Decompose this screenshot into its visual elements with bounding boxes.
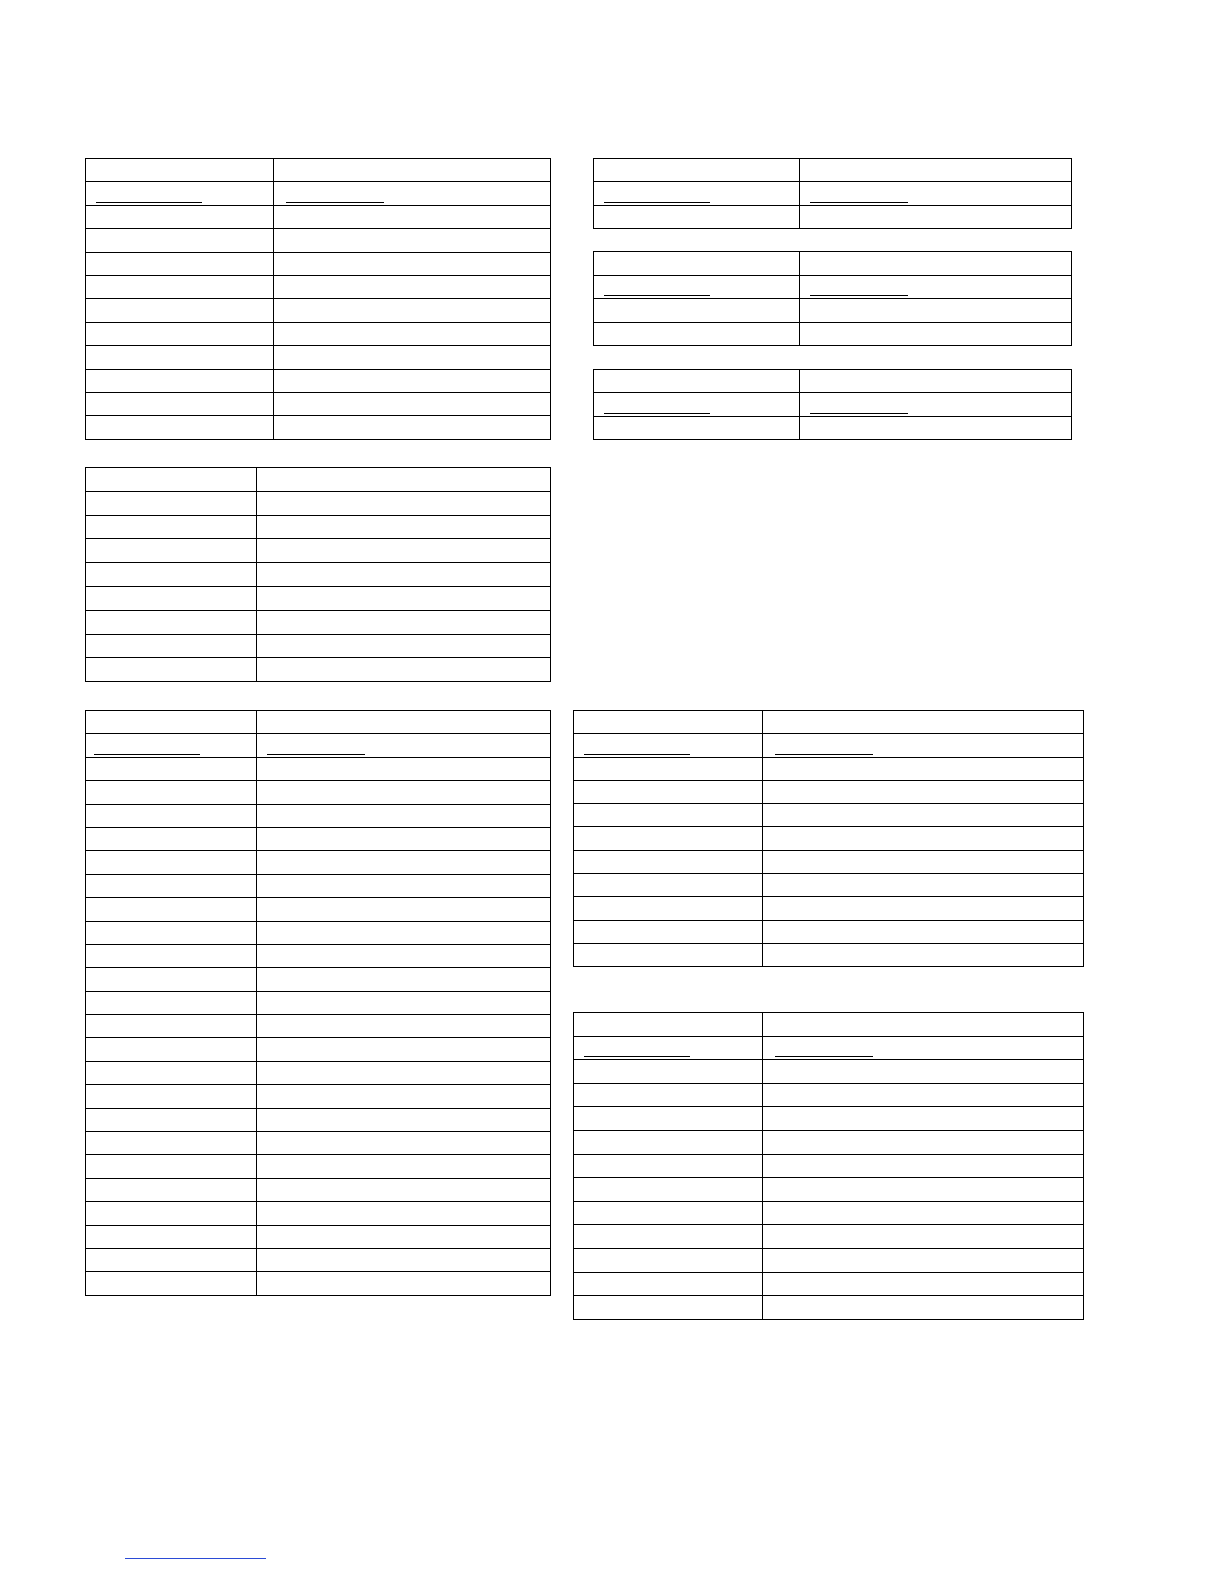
value-cell[interactable] — [763, 1083, 1084, 1107]
value-cell[interactable] — [274, 416, 551, 439]
value-cell[interactable] — [763, 757, 1084, 780]
table-row — [86, 610, 551, 634]
table-a — [85, 158, 551, 440]
label-cell[interactable] — [86, 968, 257, 991]
value-cell[interactable] — [274, 182, 551, 205]
label-cell[interactable] — [86, 711, 257, 734]
value-cell[interactable] — [257, 1061, 551, 1084]
label-cell[interactable] — [574, 1013, 763, 1037]
label-cell[interactable] — [86, 734, 257, 757]
value-cell[interactable] — [800, 416, 1072, 439]
value-cell[interactable] — [274, 252, 551, 275]
value-cell[interactable] — [257, 711, 551, 734]
value-cell[interactable] — [274, 392, 551, 415]
label-cell[interactable] — [86, 944, 257, 967]
table-row — [86, 991, 551, 1014]
value-cell[interactable] — [257, 827, 551, 850]
value-cell[interactable] — [257, 874, 551, 897]
value-cell[interactable] — [763, 850, 1084, 873]
value-cell[interactable] — [763, 1296, 1084, 1320]
label-cell[interactable] — [86, 991, 257, 1014]
value-cell[interactable] — [763, 1225, 1084, 1249]
table-row — [86, 369, 551, 392]
label-cell[interactable] — [86, 322, 274, 345]
label-cell[interactable] — [86, 416, 274, 439]
table-row — [574, 804, 1084, 827]
label-cell[interactable] — [86, 658, 257, 682]
blank-underline — [286, 202, 384, 203]
value-cell[interactable] — [763, 711, 1084, 734]
table-row — [594, 393, 1072, 416]
label-cell[interactable] — [594, 416, 800, 439]
value-cell[interactable] — [257, 1202, 551, 1225]
value-cell[interactable] — [763, 1178, 1084, 1202]
table-row — [86, 1085, 551, 1108]
table-row — [574, 850, 1084, 873]
blank-underline — [604, 413, 710, 414]
table-row — [574, 1154, 1084, 1178]
value-cell[interactable] — [800, 252, 1072, 276]
table-row — [86, 1178, 551, 1201]
table-row — [86, 968, 551, 991]
table-row — [86, 229, 551, 252]
label-cell[interactable] — [594, 252, 800, 276]
value-cell[interactable] — [800, 322, 1072, 346]
label-cell[interactable] — [574, 920, 763, 943]
table-row — [86, 851, 551, 874]
value-cell[interactable] — [763, 943, 1084, 966]
table-row — [574, 780, 1084, 803]
table-row — [594, 322, 1072, 346]
value-cell[interactable] — [763, 804, 1084, 827]
table-h — [573, 1012, 1084, 1320]
label-cell[interactable] — [574, 827, 763, 850]
value-cell[interactable] — [257, 1155, 551, 1178]
label-cell[interactable] — [86, 898, 257, 921]
table-row — [86, 275, 551, 298]
table-row — [86, 1225, 551, 1248]
table-row — [574, 1013, 1084, 1037]
value-cell[interactable] — [257, 944, 551, 967]
table-row — [574, 1272, 1084, 1296]
table-row — [86, 757, 551, 780]
label-cell[interactable] — [86, 1061, 257, 1084]
label-cell[interactable] — [86, 851, 257, 874]
label-cell[interactable] — [594, 275, 800, 299]
table-row — [86, 205, 551, 228]
footer-link-underline — [125, 1558, 266, 1559]
table-row — [594, 182, 1072, 205]
label-cell[interactable] — [574, 1225, 763, 1249]
blank-underline — [810, 413, 908, 414]
value-cell[interactable] — [763, 897, 1084, 920]
label-cell[interactable] — [574, 1154, 763, 1178]
blank-underline — [94, 754, 200, 755]
table-f — [85, 710, 551, 1296]
label-cell[interactable] — [574, 1248, 763, 1272]
value-cell[interactable] — [800, 370, 1072, 393]
table-row — [574, 757, 1084, 780]
table-row — [574, 1083, 1084, 1107]
blank-underline — [775, 754, 873, 755]
value-cell[interactable] — [257, 991, 551, 1014]
blank-underline — [810, 295, 908, 296]
label-cell[interactable] — [86, 159, 274, 182]
label-cell[interactable] — [86, 182, 274, 205]
value-cell[interactable] — [257, 781, 551, 804]
table-row — [574, 920, 1084, 943]
label-cell[interactable] — [594, 182, 800, 205]
blank-underline — [96, 202, 202, 203]
table-row — [594, 252, 1072, 276]
label-cell[interactable] — [86, 827, 257, 850]
value-cell[interactable] — [257, 1132, 551, 1155]
table-row — [86, 781, 551, 804]
table-row — [86, 1132, 551, 1155]
label-cell[interactable] — [574, 1296, 763, 1320]
table-row — [86, 734, 551, 757]
table-row — [574, 1107, 1084, 1131]
table-row — [86, 711, 551, 734]
label-cell[interactable] — [574, 1107, 763, 1131]
label-cell[interactable] — [594, 299, 800, 323]
table-row — [86, 1202, 551, 1225]
label-cell[interactable] — [574, 850, 763, 873]
label-cell[interactable] — [86, 275, 274, 298]
blank-underline — [584, 1056, 690, 1057]
value-cell[interactable] — [257, 804, 551, 827]
table-row — [86, 159, 551, 182]
value-cell[interactable] — [274, 205, 551, 228]
label-cell[interactable] — [86, 1272, 257, 1295]
value-cell[interactable] — [257, 658, 551, 682]
table-row — [86, 252, 551, 275]
table-row — [86, 1061, 551, 1084]
label-cell[interactable] — [594, 322, 800, 346]
label-cell[interactable] — [86, 1202, 257, 1225]
table-row — [86, 586, 551, 610]
table-row — [86, 299, 551, 322]
table-row — [574, 1296, 1084, 1320]
label-cell[interactable] — [574, 1178, 763, 1202]
value-cell[interactable] — [257, 1085, 551, 1108]
value-cell[interactable] — [257, 757, 551, 780]
label-cell[interactable] — [574, 734, 763, 757]
label-cell[interactable] — [574, 1130, 763, 1154]
value-cell[interactable] — [257, 634, 551, 658]
value-cell[interactable] — [257, 1038, 551, 1061]
label-cell[interactable] — [86, 392, 274, 415]
table-row — [86, 346, 551, 369]
table-row — [86, 898, 551, 921]
label-cell[interactable] — [86, 369, 274, 392]
value-cell[interactable] — [257, 851, 551, 874]
value-cell[interactable] — [257, 468, 551, 492]
table-row — [574, 897, 1084, 920]
label-cell[interactable] — [86, 1015, 257, 1038]
label-cell[interactable] — [86, 491, 257, 515]
table-row — [86, 563, 551, 587]
value-cell[interactable] — [257, 1248, 551, 1271]
table-row — [574, 734, 1084, 757]
label-cell[interactable] — [86, 1085, 257, 1108]
label-cell[interactable] — [574, 874, 763, 897]
label-cell[interactable] — [86, 1108, 257, 1131]
table-g — [573, 710, 1084, 967]
label-cell[interactable] — [86, 299, 274, 322]
label-cell[interactable] — [86, 1178, 257, 1201]
label-cell[interactable] — [594, 370, 800, 393]
table-row — [86, 515, 551, 539]
label-cell[interactable] — [86, 205, 274, 228]
table-row — [594, 370, 1072, 393]
value-cell[interactable] — [800, 393, 1072, 416]
value-cell[interactable] — [257, 586, 551, 610]
table-row — [86, 1038, 551, 1061]
value-cell[interactable] — [763, 1107, 1084, 1131]
label-cell[interactable] — [86, 252, 274, 275]
table-row — [574, 1036, 1084, 1060]
table-row — [574, 1130, 1084, 1154]
table-row — [86, 634, 551, 658]
value-cell[interactable] — [257, 968, 551, 991]
table-row — [86, 416, 551, 439]
table-row — [594, 299, 1072, 323]
label-cell[interactable] — [86, 563, 257, 587]
value-cell[interactable] — [257, 610, 551, 634]
label-cell[interactable] — [574, 804, 763, 827]
blank-underline — [775, 1056, 873, 1057]
label-cell[interactable] — [86, 1225, 257, 1248]
table-row — [594, 205, 1072, 228]
table-b — [593, 158, 1072, 229]
value-cell[interactable] — [257, 491, 551, 515]
value-cell[interactable] — [257, 1178, 551, 1201]
value-cell[interactable] — [763, 1036, 1084, 1060]
table-row — [574, 1178, 1084, 1202]
label-cell[interactable] — [574, 757, 763, 780]
value-cell[interactable] — [274, 299, 551, 322]
label-cell[interactable] — [574, 897, 763, 920]
table-row — [594, 416, 1072, 439]
value-cell[interactable] — [763, 1060, 1084, 1084]
label-cell[interactable] — [86, 1038, 257, 1061]
table-row — [86, 804, 551, 827]
value-cell[interactable] — [257, 539, 551, 563]
value-cell[interactable] — [763, 1154, 1084, 1178]
value-cell[interactable] — [763, 780, 1084, 803]
label-cell[interactable] — [86, 468, 257, 492]
label-cell[interactable] — [574, 1060, 763, 1084]
value-cell[interactable] — [257, 921, 551, 944]
table-row — [86, 658, 551, 682]
table-d — [593, 369, 1072, 440]
table-e — [85, 467, 551, 682]
label-cell[interactable] — [86, 229, 274, 252]
label-cell[interactable] — [574, 1083, 763, 1107]
value-cell[interactable] — [800, 205, 1072, 228]
label-cell[interactable] — [86, 586, 257, 610]
value-cell[interactable] — [257, 898, 551, 921]
value-cell[interactable] — [274, 229, 551, 252]
label-cell[interactable] — [86, 634, 257, 658]
blank-underline — [604, 202, 710, 203]
value-cell[interactable] — [763, 1248, 1084, 1272]
label-cell[interactable] — [86, 757, 257, 780]
table-row — [574, 827, 1084, 850]
value-cell[interactable] — [763, 1013, 1084, 1037]
label-cell[interactable] — [86, 804, 257, 827]
label-cell[interactable] — [574, 943, 763, 966]
label-cell[interactable] — [86, 1248, 257, 1271]
table-row — [574, 874, 1084, 897]
table-row — [86, 468, 551, 492]
value-cell[interactable] — [257, 734, 551, 757]
value-cell[interactable] — [763, 874, 1084, 897]
label-cell[interactable] — [86, 781, 257, 804]
label-cell[interactable] — [574, 1272, 763, 1296]
label-cell[interactable] — [594, 393, 800, 416]
label-cell[interactable] — [574, 1201, 763, 1225]
label-cell[interactable] — [86, 874, 257, 897]
value-cell[interactable] — [274, 159, 551, 182]
table-row — [86, 921, 551, 944]
table-row — [574, 1248, 1084, 1272]
label-cell[interactable] — [594, 205, 800, 228]
label-cell[interactable] — [86, 1155, 257, 1178]
blank-underline — [810, 202, 908, 203]
blank-underline — [604, 295, 710, 296]
table-row — [86, 1248, 551, 1271]
table-row — [594, 159, 1072, 182]
table-row — [86, 491, 551, 515]
table-row — [86, 182, 551, 205]
value-cell[interactable] — [274, 322, 551, 345]
table-row — [574, 1225, 1084, 1249]
value-cell[interactable] — [257, 563, 551, 587]
label-cell[interactable] — [574, 711, 763, 734]
table-row — [574, 1201, 1084, 1225]
value-cell[interactable] — [763, 1272, 1084, 1296]
value-cell[interactable] — [257, 1108, 551, 1131]
label-cell[interactable] — [86, 610, 257, 634]
value-cell[interactable] — [800, 159, 1072, 182]
value-cell[interactable] — [800, 182, 1072, 205]
value-cell[interactable] — [257, 1015, 551, 1038]
value-cell[interactable] — [763, 827, 1084, 850]
table-row — [594, 275, 1072, 299]
label-cell[interactable] — [574, 780, 763, 803]
value-cell[interactable] — [257, 1225, 551, 1248]
value-cell[interactable] — [763, 920, 1084, 943]
value-cell[interactable] — [763, 1130, 1084, 1154]
label-cell[interactable] — [86, 539, 257, 563]
table-row — [86, 1155, 551, 1178]
label-cell[interactable] — [594, 159, 800, 182]
label-cell[interactable] — [86, 346, 274, 369]
table-row — [86, 322, 551, 345]
table-row — [86, 1272, 551, 1295]
value-cell[interactable] — [257, 1272, 551, 1295]
value-cell[interactable] — [763, 734, 1084, 757]
value-cell[interactable] — [274, 369, 551, 392]
table-row — [574, 711, 1084, 734]
value-cell[interactable] — [274, 346, 551, 369]
value-cell[interactable] — [800, 299, 1072, 323]
table-row — [86, 392, 551, 415]
label-cell[interactable] — [86, 921, 257, 944]
blank-underline — [584, 754, 690, 755]
blank-underline — [267, 754, 365, 755]
table-row — [86, 1015, 551, 1038]
table-row — [574, 1060, 1084, 1084]
table-c — [593, 251, 1072, 346]
value-cell[interactable] — [800, 275, 1072, 299]
label-cell[interactable] — [574, 1036, 763, 1060]
label-cell[interactable] — [86, 515, 257, 539]
label-cell[interactable] — [86, 1132, 257, 1155]
value-cell[interactable] — [257, 515, 551, 539]
value-cell[interactable] — [763, 1201, 1084, 1225]
table-row — [86, 827, 551, 850]
table-row — [86, 1108, 551, 1131]
table-row — [574, 943, 1084, 966]
table-row — [86, 944, 551, 967]
value-cell[interactable] — [274, 275, 551, 298]
table-row — [86, 874, 551, 897]
table-row — [86, 539, 551, 563]
